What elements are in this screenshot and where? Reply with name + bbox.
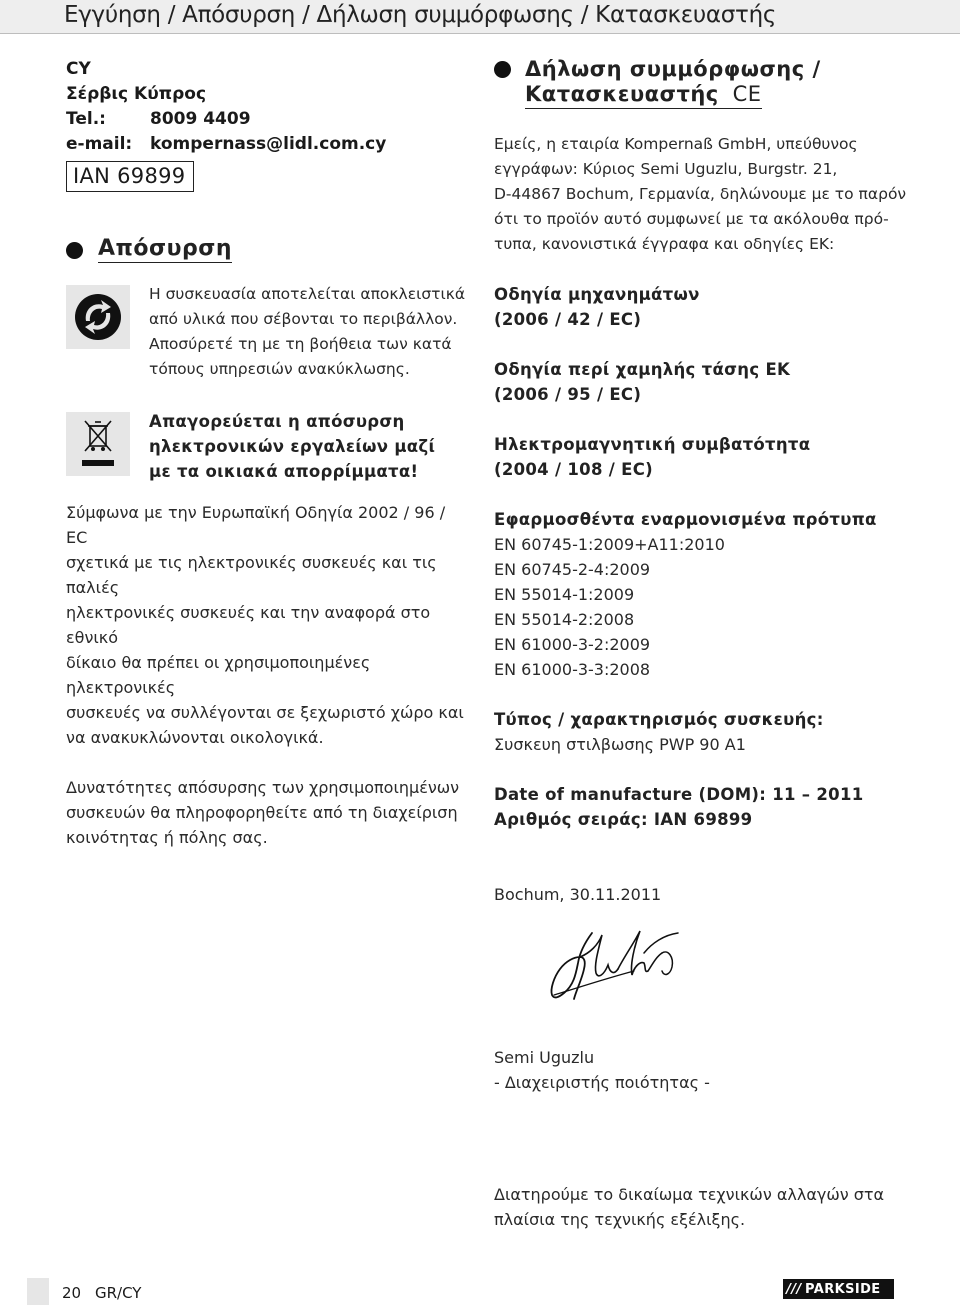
signer-role: - Διαχειριστής ποιότητας -	[494, 1073, 710, 1092]
declaration-heading: Δήλωση συμμόρφωσης / Κατασκευαστής CE	[494, 57, 914, 109]
recycling-icon	[66, 285, 130, 349]
header-bar	[0, 0, 960, 34]
ce-mark: CE	[732, 82, 762, 106]
tel-row	[66, 107, 466, 132]
date-of-manufacture: Date of manufacture (DOM): 11 – 2011	[494, 785, 864, 804]
device-type-heading: Τύπος / χαρακτηρισμός συσκευής:	[494, 710, 824, 729]
directive-paragraph: Σύμφωνα με την Ευρωπαϊκή Οδηγία 2002 / 96 / EC σχετικά με τις ηλεκτρονικές συσκευές και τις παλιές ηλεκτρονικές συσκευές και την αναφορά στο εθνικό δίκαιο θα πρέπει οι χρησιμοποιημένες ηλεκτρονικές συσκευές να συλλέγονται σε ξεχωριστό χώρο και να ανακυκλώνονται οικολογικά.	[66, 503, 464, 747]
place-date: Bochum, 30.11.2011	[494, 885, 662, 904]
tel-value: 8009 4409	[150, 109, 251, 129]
email-value: kompernass@lidl.com.cy	[150, 134, 387, 154]
brand-stripes-icon: ///	[786, 1281, 802, 1297]
standard-item: EN 61000-3-2:2009	[494, 635, 651, 654]
directive-emc: Ηλεκτρομαγνητική συμβατότητα (2004 / 108 / EC)	[494, 435, 811, 479]
recycling-row	[66, 285, 466, 382]
standard-item: EN 55014-1:2009	[494, 585, 635, 604]
page-number: 20	[62, 1284, 82, 1302]
ian-box: IAN 69899	[66, 161, 194, 192]
disposal-options-paragraph: Δυνατότητες απόσυρσης των χρησιμοποιημένων συσκευών θα πληροφορηθείτε από τη διαχείριση κοινότητας ή πόλης σας.	[66, 778, 460, 847]
standard-item: EN 60745-2-4:2009	[494, 560, 651, 579]
weee-warning: Απαγορεύεται η απόσυρση ηλεκτρονικών εργαλείων μαζί με τα οικιακά απορρίμματα!	[149, 412, 436, 481]
directive-low-voltage: Οδηγία περί χαμηλής τάσης ΕΚ (2006 / 95 / EC)	[494, 360, 791, 404]
recycling-text: Η συσκευασία αποτελείται αποκλειστικά από υλικά που σέβονται το περιβάλλον. Αποσύρετέ τη με τη βοήθεια των κατά τόπους υπηρεσιών ανακύκλωσης.	[149, 285, 466, 378]
bullet-icon	[66, 242, 83, 259]
standard-item: EN 55014-2:2008	[494, 610, 635, 629]
directive-machinery: Οδηγία μηχανημάτων (2006 / 42 / EC)	[494, 285, 700, 329]
footer-page-marker	[27, 1278, 49, 1305]
bullet-icon	[494, 61, 511, 78]
serial-number: Αριθμός σειράς: IAN 69899	[494, 810, 753, 829]
technical-changes-note: Διατηρούμε το δικαίωμα τεχνικών αλλαγών στα πλαίσια της τεχνικής εξέλιξης.	[494, 1185, 885, 1229]
brand-logo: /// PARKSIDE	[783, 1279, 894, 1299]
right-column	[494, 57, 914, 1232]
service-contact	[66, 57, 466, 157]
disposal-heading: Απόσυρση	[66, 236, 466, 263]
declaration-intro: Εμείς, η εταιρία Kompernaß GmbH, υπεύθυνος εγγράφων: Κύριος Semi Uguzlu, Burgstr. 21, D-44867 Bochum, Γερμανία, δηλώνουμε με το παρόν ότι το προϊόν αυτό συμφωνεί με τα ακόλουθα πρό- τυπα, κανονιστικά έγγραφα και οδηγίες ΕΚ:	[494, 135, 907, 253]
signature-image	[494, 913, 914, 1043]
standard-item: EN 60745-1:2009+A11:2010	[494, 535, 725, 554]
left-column	[66, 57, 466, 850]
page-title: Εγγύηση / Απόσυρση / Δήλωση συμμόρφωσης / Κατασκευαστής	[64, 2, 777, 28]
service-name: Σέρβις Κύπρος	[66, 84, 207, 104]
standards-block	[494, 507, 914, 682]
email-label: e-mail:	[66, 134, 133, 154]
device-type-block	[494, 707, 914, 757]
language-code: GR/CY	[95, 1284, 142, 1302]
dom-block	[494, 782, 914, 832]
weee-row	[66, 412, 466, 484]
country-code: CY	[66, 59, 91, 79]
crossed-bin-icon	[66, 412, 130, 476]
standards-heading: Εφαρμοσθέντα εναρμονισμένα πρότυπα	[494, 510, 877, 529]
device-type-value: Συσκευη στιλβωσης PWP 90 A1	[494, 735, 746, 754]
email-row	[66, 132, 466, 157]
signer-name: Semi Uguzlu	[494, 1048, 595, 1067]
tel-label: Tel.:	[66, 109, 106, 129]
standard-item: EN 61000-3-3:2008	[494, 660, 651, 679]
